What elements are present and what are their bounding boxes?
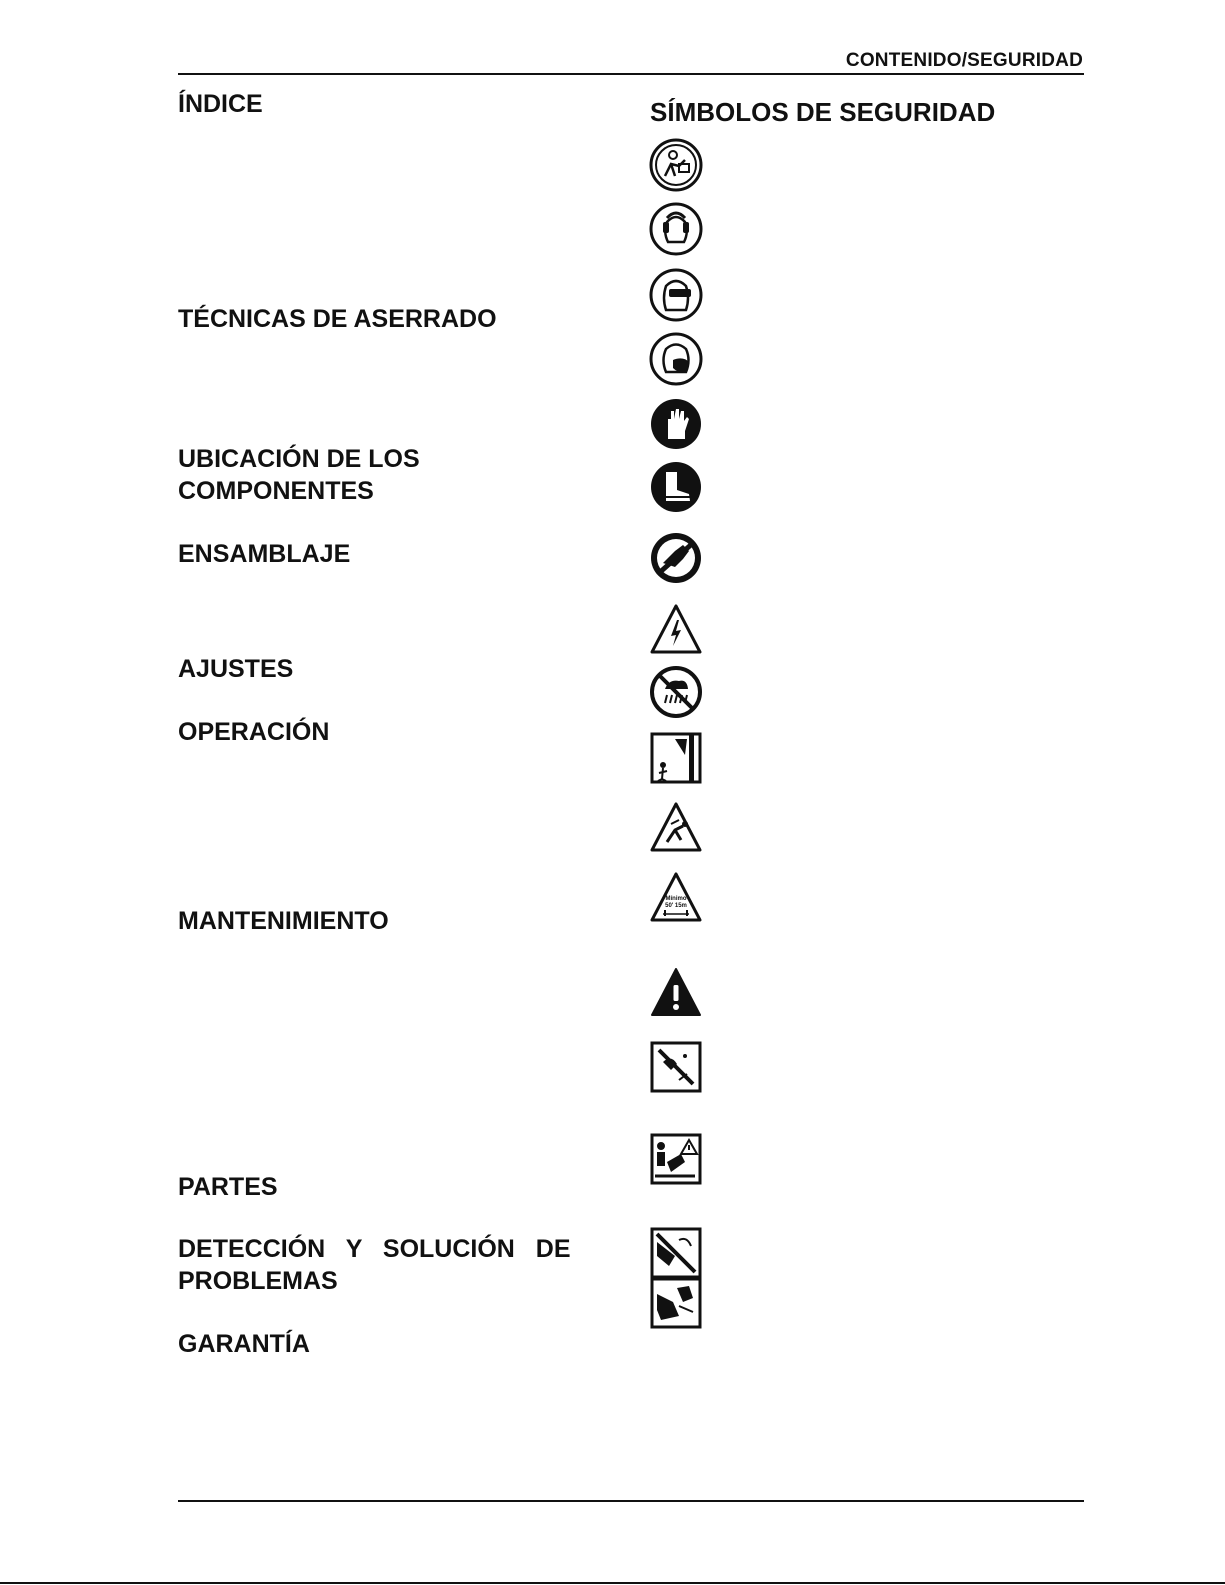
eye-protection-icon	[649, 268, 703, 322]
no-one-handed-use-icon	[649, 531, 703, 585]
bystander-distance-value: 50' 15m	[665, 903, 687, 909]
no-one-hand-operation-icon	[649, 1226, 703, 1280]
toc-item-operation: OPERACIÓN	[178, 718, 330, 746]
toc-item-maintenance: MANTENIMIENTO	[178, 907, 389, 935]
toc-item-warranty: GARANTÍA	[178, 1330, 310, 1358]
read-manual-icon	[649, 138, 703, 192]
toc-item-troubleshooting: DETECCIÓN Y SOLUCIÓN DE PROBLEMAS	[178, 1235, 571, 1295]
toc-item-adjustments: AJUSTES	[178, 655, 294, 683]
no-kickback-contact-icon	[649, 1040, 703, 1094]
warning-icon	[649, 965, 703, 1019]
dust-mask-icon	[649, 332, 703, 386]
toc-title: ÍNDICE	[178, 90, 263, 118]
page-edge-line	[0, 1582, 1225, 1584]
toc-item-component-location: UBICACIÓN DE LOS COMPONENTES	[178, 445, 420, 505]
footer-rule	[178, 1500, 1084, 1502]
gloves-icon	[649, 397, 703, 451]
toc-item-assembly: ENSAMBLAJE	[178, 540, 351, 568]
safety-symbols-title: SÍMBOLOS DE SEGURIDAD	[650, 97, 996, 127]
no-rain-icon	[649, 665, 703, 719]
bystander-distance-icon	[649, 870, 703, 924]
tree-felling-hazard-icon	[649, 1132, 703, 1186]
toc-item-parts: PARTES	[178, 1173, 278, 1201]
two-hand-operation-icon	[649, 1276, 703, 1330]
falling-objects-icon	[649, 731, 703, 785]
toc-item-sawing-techniques: TÉCNICAS DE ASERRADO	[178, 305, 497, 333]
page-header-section-title: CONTENIDO/SEGURIDAD	[845, 50, 1083, 71]
hearing-protection-icon	[649, 202, 703, 256]
bystander-distance-label: Mínimo	[665, 896, 687, 902]
kickback-warning-icon	[649, 800, 703, 854]
electrical-hazard-icon	[649, 602, 703, 656]
safety-boots-icon	[649, 460, 703, 514]
header-rule	[178, 73, 1084, 75]
